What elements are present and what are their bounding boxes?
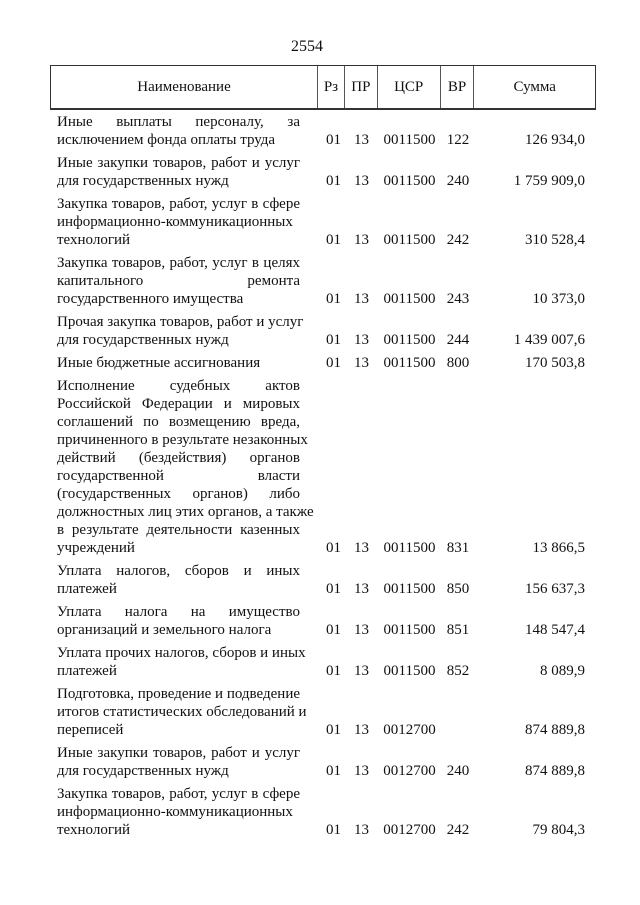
- cell-rz: 01: [326, 291, 341, 307]
- cell-pr: 13: [354, 622, 369, 638]
- cell-sum: 79 804,3: [532, 822, 585, 838]
- row-name-line: для государственных нужд: [57, 763, 229, 779]
- page-number: 2554: [291, 38, 323, 55]
- cell-sum: 8 089,9: [540, 663, 585, 679]
- row-name-line: технологий: [57, 232, 131, 248]
- cell-sum: 13 866,5: [532, 540, 585, 556]
- table-row: [50, 603, 596, 639]
- table-row: [50, 154, 596, 190]
- cell-vr: 851: [446, 622, 470, 638]
- row-name-line: технологий: [57, 822, 131, 838]
- cell-sum: 148 547,4: [525, 622, 585, 638]
- row-name-line: Уплата налогов, сборов и иных: [57, 563, 300, 579]
- table-row: [50, 744, 596, 780]
- row-name-line: Исполнение судебных актов: [57, 378, 300, 394]
- header-sum: Сумма: [513, 78, 556, 95]
- row-name: [50, 254, 318, 308]
- cell-rz: 01: [326, 722, 341, 738]
- row-name-line: учреждений: [57, 540, 135, 556]
- table-row: [50, 685, 596, 739]
- cell-vr: 240: [446, 763, 470, 779]
- header-pr: ПР: [345, 66, 378, 108]
- row-name-line: Иные выплаты персоналу, за: [57, 114, 300, 130]
- row-name-line: Иные закупки товаров, работ и услуг: [57, 745, 300, 761]
- budget-table: [50, 65, 596, 844]
- row-name-line: государственной власти: [57, 468, 300, 484]
- cell-vr: 244: [446, 332, 470, 348]
- cell-csr: 0011500: [383, 355, 436, 371]
- cell-sum: 126 934,0: [525, 132, 585, 148]
- cell-sum: 1 759 909,0: [513, 173, 585, 189]
- cell-sum: 170 503,8: [525, 355, 585, 371]
- cell-pr: 13: [354, 173, 369, 189]
- cell-rz: 01: [326, 540, 341, 556]
- cell-pr: 13: [354, 332, 369, 348]
- cell-rz: 01: [326, 622, 341, 638]
- row-name-line: информационно-коммуникационных: [57, 804, 293, 820]
- cell-csr: 0011500: [383, 622, 436, 638]
- row-name-line: Прочая закупка товаров, работ и услуг: [57, 314, 304, 330]
- table-row: [50, 377, 596, 557]
- row-name-line: Закупка товаров, работ, услуг в сфере: [57, 196, 300, 212]
- cell-vr: 850: [446, 581, 470, 597]
- table-row: [50, 785, 596, 839]
- cell-vr: 800: [446, 355, 470, 371]
- row-name-line: (государственных органов) либо: [57, 486, 300, 502]
- row-name-line: в результате деятельности казенных: [57, 522, 300, 538]
- cell-pr: 13: [354, 355, 369, 371]
- row-name: [50, 195, 318, 249]
- cell-vr: 240: [446, 173, 470, 189]
- cell-rz: 01: [326, 581, 341, 597]
- row-name-line: для государственных нужд: [57, 173, 229, 189]
- row-name: [50, 785, 318, 839]
- cell-vr: 242: [446, 822, 470, 838]
- row-name: [50, 113, 318, 149]
- row-name-line: Уплата налога на имущество: [57, 604, 300, 620]
- row-name-line: Иные закупки товаров, работ и услуг: [57, 155, 300, 171]
- table-row: [50, 313, 596, 349]
- row-name-line: для государственных нужд: [57, 332, 229, 348]
- row-name-line: Иные бюджетные ассигнования: [57, 355, 261, 371]
- cell-csr: 0011500: [383, 540, 436, 556]
- row-name-line: государственного имущества: [57, 291, 244, 307]
- header-vr: ВР: [441, 66, 475, 108]
- row-name: [50, 377, 318, 557]
- row-name: [50, 313, 318, 349]
- row-name-line: действий (бездействия) органов: [57, 450, 300, 466]
- row-name-line: переписей: [57, 722, 124, 738]
- cell-rz: 01: [326, 822, 341, 838]
- row-name-line: капитального ремонта: [57, 273, 300, 289]
- table-row: [50, 113, 596, 149]
- cell-pr: 13: [354, 722, 369, 738]
- header-name: Наименование: [51, 66, 318, 108]
- cell-csr: 0012700: [383, 822, 436, 838]
- cell-pr: 13: [354, 822, 369, 838]
- header-csr: ЦСР: [378, 66, 441, 108]
- cell-rz: 01: [326, 763, 341, 779]
- row-name: [50, 603, 318, 639]
- cell-vr: 122: [446, 132, 470, 148]
- cell-csr: 0011500: [383, 332, 436, 348]
- cell-sum: 156 637,3: [525, 581, 585, 597]
- row-name-line: платежей: [57, 663, 117, 679]
- row-name-line: информационно-коммуникационных: [57, 214, 293, 230]
- cell-rz: 01: [326, 232, 341, 248]
- table-row: [50, 644, 596, 680]
- row-name: [50, 685, 318, 739]
- row-name-line: причиненного в результате незаконных: [57, 432, 308, 448]
- cell-pr: 13: [354, 291, 369, 307]
- row-name-line: итогов статистических обследований и: [57, 704, 307, 720]
- row-name-line: исключением фонда оплаты труда: [57, 132, 276, 148]
- row-name-line: должностных лиц этих органов, а также: [57, 504, 314, 520]
- cell-rz: 01: [326, 355, 341, 371]
- row-name-line: Уплата прочих налогов, сборов и иных: [57, 645, 306, 661]
- row-name: [50, 354, 318, 372]
- cell-rz: 01: [326, 663, 341, 679]
- cell-csr: 0012700: [383, 763, 436, 779]
- row-name-line: организаций и земельного налога: [57, 622, 272, 638]
- row-name: [50, 744, 318, 780]
- cell-csr: 0011500: [383, 581, 436, 597]
- row-name: [50, 644, 318, 680]
- cell-vr: 831: [446, 540, 470, 556]
- table-row: [50, 195, 596, 249]
- row-name: [50, 562, 318, 598]
- cell-sum: 874 889,8: [525, 763, 585, 779]
- row-name-line: Подготовка, проведение и подведение: [57, 686, 300, 702]
- cell-csr: 0011500: [383, 232, 436, 248]
- table-row: [50, 254, 596, 308]
- cell-csr: 0011500: [383, 132, 436, 148]
- cell-csr: 0011500: [383, 173, 436, 189]
- cell-pr: 13: [354, 132, 369, 148]
- row-name-line: Российской Федерации и мировых: [57, 396, 300, 412]
- cell-csr: 0012700: [383, 722, 436, 738]
- cell-pr: 13: [354, 232, 369, 248]
- header-rz: Рз: [318, 66, 345, 108]
- cell-sum: 1 439 007,6: [513, 332, 585, 348]
- row-name-line: Закупка товаров, работ, услуг в целях: [57, 255, 300, 271]
- cell-pr: 13: [354, 540, 369, 556]
- cell-pr: 13: [354, 663, 369, 679]
- cell-sum: 310 528,4: [525, 232, 585, 248]
- cell-csr: 0011500: [383, 663, 436, 679]
- table-body: [50, 110, 596, 839]
- row-name-line: Закупка товаров, работ, услуг в сфере: [57, 786, 300, 802]
- table-row: [50, 354, 596, 372]
- row-name-line: соглашений по возмещению вреда,: [57, 414, 300, 430]
- cell-rz: 01: [326, 332, 341, 348]
- cell-vr: 242: [446, 232, 470, 248]
- cell-rz: 01: [326, 173, 341, 189]
- cell-csr: 0011500: [383, 291, 436, 307]
- table-row: [50, 562, 596, 598]
- cell-vr: 852: [446, 663, 470, 679]
- row-name-line: платежей: [57, 581, 117, 597]
- cell-sum: 10 373,0: [532, 291, 585, 307]
- cell-pr: 13: [354, 763, 369, 779]
- cell-vr: 243: [446, 291, 470, 307]
- cell-pr: 13: [354, 581, 369, 597]
- cell-rz: 01: [326, 132, 341, 148]
- row-name: [50, 154, 318, 190]
- table-header: [50, 65, 596, 110]
- cell-sum: 874 889,8: [525, 722, 585, 738]
